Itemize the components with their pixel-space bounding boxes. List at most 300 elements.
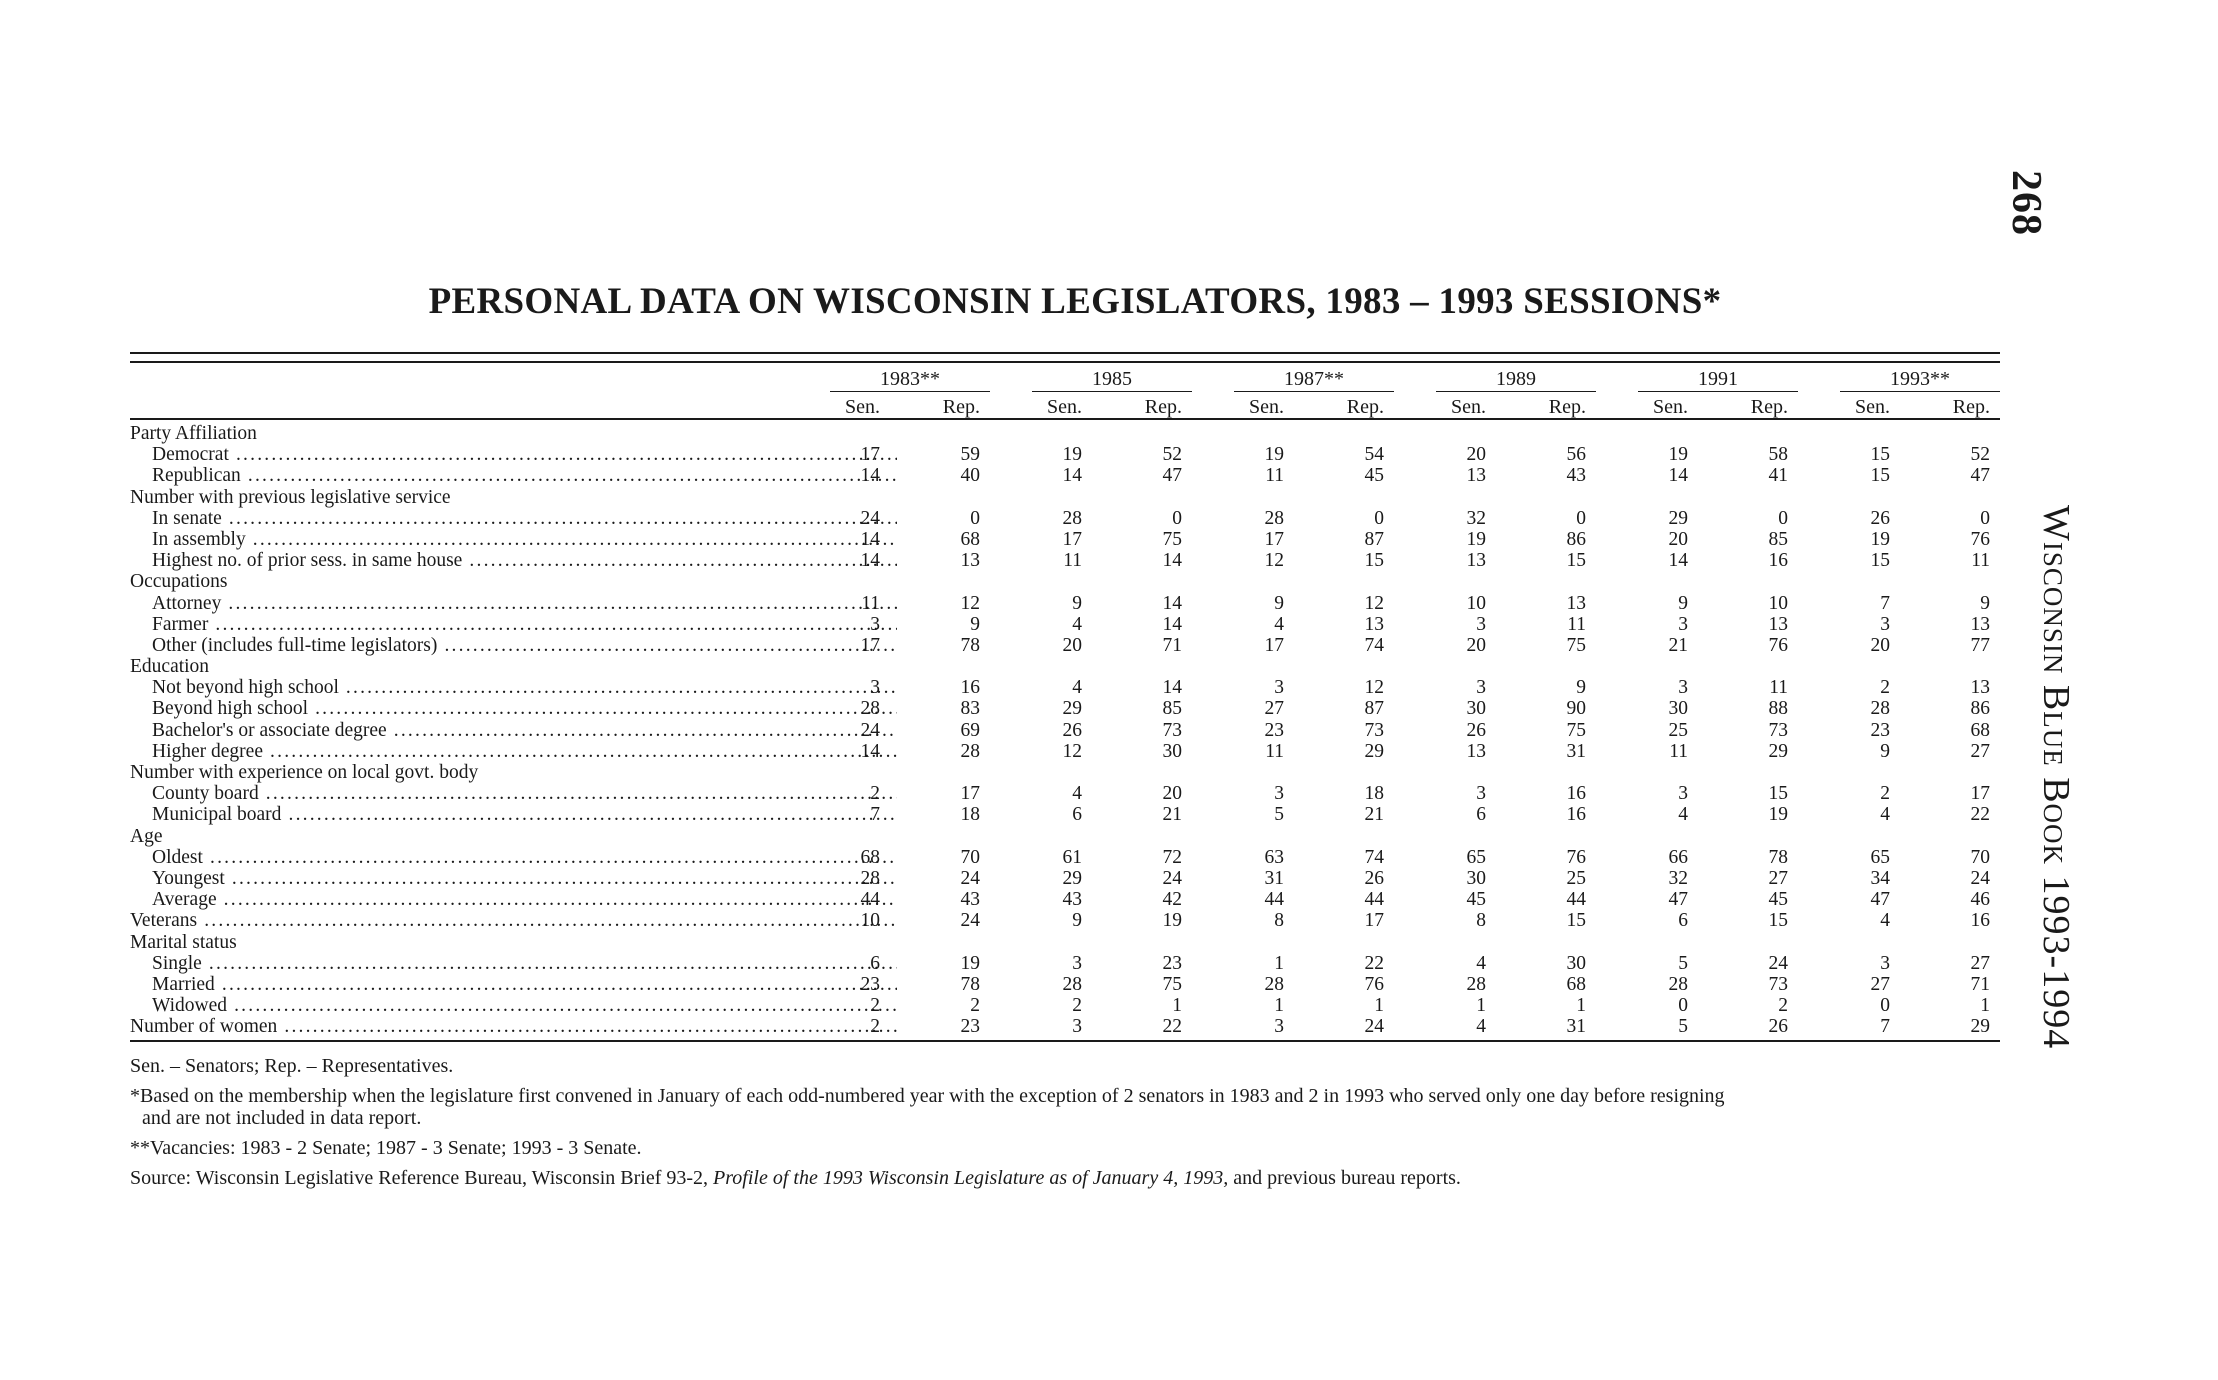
- year-header: 1991: [1638, 367, 1798, 392]
- representatives-value-cell: 74: [1364, 846, 1384, 868]
- senate-value-cell: 4: [1072, 783, 1082, 805]
- representatives-value-cell: 15: [1566, 910, 1586, 932]
- table-row: [130, 974, 2000, 995]
- senate-value-cell: 28: [1668, 973, 1688, 995]
- senate-value-cell: 20: [1668, 528, 1688, 550]
- representatives-value-cell: 18: [960, 804, 980, 826]
- representatives-value-cell: 15: [1768, 783, 1788, 805]
- senate-value-cell: 0: [1678, 995, 1688, 1017]
- senate-value-cell: 23: [1870, 719, 1890, 741]
- representatives-value-cell: 44: [1364, 889, 1384, 911]
- senate-value-cell: 3: [870, 613, 880, 635]
- senate-value-cell: 61: [1062, 846, 1082, 868]
- senate-value-cell: 10: [1466, 592, 1486, 614]
- representatives-value-cell: 47: [1970, 465, 1990, 487]
- senate-value-cell: 27: [1870, 973, 1890, 995]
- senate-value-cell: 9: [1678, 592, 1688, 614]
- senate-value-cell: 20: [1870, 634, 1890, 656]
- representatives-value-cell: 15: [1566, 550, 1586, 572]
- row-label: Party Affiliation: [130, 423, 257, 444]
- representatives-value-cell: 19: [960, 952, 980, 974]
- year-header: 1993**: [1840, 367, 2000, 392]
- representatives-value-cell: 26: [1364, 867, 1384, 889]
- representatives-value-cell: 86: [1566, 528, 1586, 550]
- senate-value-cell: 43: [1062, 889, 1082, 911]
- representatives-value-cell: 1: [1980, 995, 1990, 1017]
- source-suffix: and previous bureau reports.: [1228, 1167, 1461, 1189]
- senate-value-cell: 30: [1466, 698, 1486, 720]
- table-row: [130, 953, 2000, 974]
- representatives-value-cell: 24: [1970, 867, 1990, 889]
- senate-subheader: Sen.: [1249, 396, 1284, 418]
- representatives-value-cell: 86: [1970, 698, 1990, 720]
- representatives-value-cell: 45: [1364, 465, 1384, 487]
- senate-value-cell: 11: [1265, 465, 1284, 487]
- senate-value-cell: 13: [1466, 550, 1486, 572]
- representatives-value-cell: 88: [1768, 698, 1788, 720]
- senate-value-cell: 27: [1264, 698, 1284, 720]
- representatives-value-cell: 16: [1970, 910, 1990, 932]
- representatives-value-cell: 73: [1768, 973, 1788, 995]
- senate-value-cell: 68: [860, 846, 880, 868]
- year-header: 1983**: [830, 367, 990, 392]
- representatives-value-cell: 87: [1364, 698, 1384, 720]
- top-rule: [130, 352, 2000, 354]
- senate-value-cell: 28: [1264, 507, 1284, 529]
- senate-value-cell: 45: [1466, 889, 1486, 911]
- representatives-value-cell: 28: [960, 740, 980, 762]
- senate-subheader: Sen.: [845, 396, 880, 418]
- senate-value-cell: 2: [870, 995, 880, 1017]
- table-row: [130, 804, 2000, 825]
- senate-value-cell: 9: [1880, 740, 1890, 762]
- representatives-value-cell: 40: [960, 465, 980, 487]
- table-row: [130, 910, 2000, 931]
- representatives-value-cell: 12: [1364, 592, 1384, 614]
- representatives-value-cell: 58: [1768, 444, 1788, 466]
- header-rule: [130, 418, 2000, 420]
- representatives-value-cell: 44: [1566, 889, 1586, 911]
- table-row: [130, 889, 2000, 910]
- senate-value-cell: 12: [1062, 740, 1082, 762]
- representatives-value-cell: 73: [1162, 719, 1182, 741]
- senate-value-cell: 15: [1870, 444, 1890, 466]
- senate-value-cell: 20: [1466, 634, 1486, 656]
- table-row: [130, 995, 2000, 1016]
- table-row: [130, 635, 2000, 656]
- senate-value-cell: 19: [1466, 528, 1486, 550]
- senate-subheader: Sen.: [1047, 396, 1082, 418]
- table-row: [130, 783, 2000, 804]
- senate-value-cell: 6: [1678, 910, 1688, 932]
- representatives-value-cell: 14: [1162, 592, 1182, 614]
- representatives-subheader: Rep.: [1952, 396, 1990, 418]
- table-row: [130, 508, 2000, 529]
- senate-subheader: Sen.: [1855, 396, 1890, 418]
- representatives-value-cell: 24: [1162, 867, 1182, 889]
- representatives-value-cell: 78: [960, 973, 980, 995]
- senate-value-cell: 29: [1668, 507, 1688, 529]
- representatives-value-cell: 78: [960, 634, 980, 656]
- senate-value-cell: 4: [1880, 910, 1890, 932]
- senate-value-cell: 5: [1274, 804, 1284, 826]
- table-row: [130, 698, 2000, 719]
- representatives-value-cell: 23: [960, 1016, 980, 1038]
- representatives-value-cell: 22: [1364, 952, 1384, 974]
- representatives-value-cell: 75: [1566, 634, 1586, 656]
- year-header: 1989: [1436, 367, 1596, 392]
- senate-value-cell: 13: [1466, 740, 1486, 762]
- senate-value-cell: 28: [1870, 698, 1890, 720]
- senate-value-cell: 24: [860, 719, 880, 741]
- representatives-value-cell: 42: [1162, 889, 1182, 911]
- representatives-value-cell: 52: [1162, 444, 1182, 466]
- representatives-value-cell: 22: [1162, 1016, 1182, 1038]
- representatives-subheader: Rep.: [942, 396, 980, 418]
- senate-value-cell: 28: [1062, 973, 1082, 995]
- senate-value-cell: 20: [1062, 634, 1082, 656]
- representatives-value-cell: 23: [1162, 952, 1182, 974]
- row-label: Attorney .....: [152, 593, 897, 614]
- representatives-value-cell: 16: [1768, 550, 1788, 572]
- representatives-value-cell: 19: [1768, 804, 1788, 826]
- row-label: Occupations: [130, 571, 228, 593]
- representatives-value-cell: 1: [1374, 995, 1384, 1017]
- senate-value-cell: 66: [1668, 846, 1688, 868]
- representatives-value-cell: 19: [1162, 910, 1182, 932]
- row-label: Number with experience on local govt. body: [130, 762, 479, 783]
- representatives-value-cell: 13: [1364, 613, 1384, 635]
- representatives-value-cell: 27: [1970, 740, 1990, 762]
- representatives-value-cell: 90: [1566, 698, 1586, 720]
- representatives-value-cell: 43: [960, 889, 980, 911]
- senate-value-cell: 2: [870, 1016, 880, 1038]
- table-row: [130, 444, 2000, 465]
- senate-value-cell: 2: [870, 783, 880, 805]
- representatives-value-cell: 13: [1768, 613, 1788, 635]
- representatives-value-cell: 1: [1576, 995, 1586, 1017]
- representatives-value-cell: 41: [1768, 465, 1788, 487]
- senate-value-cell: 8: [1476, 910, 1486, 932]
- senate-value-cell: 19: [1870, 528, 1890, 550]
- senate-value-cell: 7: [870, 804, 880, 826]
- senate-value-cell: 17: [1264, 528, 1284, 550]
- senate-value-cell: 2: [1072, 995, 1082, 1017]
- senate-value-cell: 26: [1466, 719, 1486, 741]
- row-label: Number with previous legislative service: [130, 486, 451, 508]
- senate-value-cell: 19: [1668, 444, 1688, 466]
- senate-value-cell: 15: [1870, 550, 1890, 572]
- year-header: 1985: [1032, 367, 1192, 392]
- senate-value-cell: 14: [860, 528, 880, 550]
- senate-value-cell: 2: [1880, 783, 1890, 805]
- representatives-value-cell: 11: [1567, 613, 1586, 635]
- row-label: In assembly .....: [152, 529, 897, 550]
- representatives-value-cell: 17: [1364, 910, 1384, 932]
- page-number: 268: [2003, 170, 2049, 236]
- representatives-value-cell: 74: [1364, 634, 1384, 656]
- senate-value-cell: 3: [1880, 952, 1890, 974]
- senate-value-cell: 2: [1880, 677, 1890, 699]
- representatives-value-cell: 71: [1970, 973, 1990, 995]
- row-label: Single .....: [152, 953, 897, 974]
- senate-value-cell: 13: [1466, 465, 1486, 487]
- representatives-value-cell: 45: [1768, 889, 1788, 911]
- senate-value-cell: 23: [860, 973, 880, 995]
- senate-value-cell: 9: [1274, 592, 1284, 614]
- senate-value-cell: 34: [1870, 867, 1890, 889]
- senate-value-cell: 11: [1265, 740, 1284, 762]
- representatives-value-cell: 24: [960, 867, 980, 889]
- representatives-value-cell: 9: [970, 613, 980, 635]
- senate-value-cell: 3: [1274, 1016, 1284, 1038]
- representatives-value-cell: 76: [1566, 846, 1586, 868]
- representatives-value-cell: 14: [1162, 613, 1182, 635]
- top-rule-second: [130, 361, 2000, 363]
- representatives-value-cell: 2: [1778, 995, 1788, 1017]
- senate-value-cell: 23: [1264, 719, 1284, 741]
- senate-value-cell: 6: [1072, 804, 1082, 826]
- representatives-subheader: Rep.: [1346, 396, 1384, 418]
- footnote-membership-text: *Based on the membership when the legislature first convened in January of each odd-numbered year with the exception of 2 senators in 1983 and 2 in 1993 who served only one day before resigning: [130, 1085, 1725, 1107]
- representatives-value-cell: 76: [1768, 634, 1788, 656]
- senate-value-cell: 29: [1062, 867, 1082, 889]
- senate-value-cell: 4: [1476, 1016, 1486, 1038]
- row-label: Bachelor's or associate degree .....: [152, 720, 897, 741]
- representatives-value-cell: 11: [1769, 677, 1788, 699]
- senate-value-cell: 17: [860, 444, 880, 466]
- representatives-value-cell: 18: [1364, 783, 1384, 805]
- row-label: Beyond high school .....: [152, 698, 897, 719]
- senate-value-cell: 9: [1072, 592, 1082, 614]
- representatives-value-cell: 78: [1768, 846, 1788, 868]
- representatives-value-cell: 21: [1364, 804, 1384, 826]
- running-head: Wisconsin Blue Book 1993-1994: [2035, 505, 2077, 1050]
- representatives-subheader: Rep.: [1548, 396, 1586, 418]
- representatives-value-cell: 13: [1566, 592, 1586, 614]
- senate-value-cell: 26: [1870, 507, 1890, 529]
- representatives-value-cell: 31: [1566, 740, 1586, 762]
- representatives-value-cell: 24: [1768, 952, 1788, 974]
- senate-value-cell: 17: [1062, 528, 1082, 550]
- senate-value-cell: 4: [1274, 613, 1284, 635]
- senate-value-cell: 5: [1678, 1016, 1688, 1038]
- row-label: Democrat .....: [152, 444, 897, 465]
- source-title: Profile of the 1993 Wisconsin Legislature as of January 4, 1993,: [713, 1167, 1229, 1189]
- representatives-value-cell: 14: [1162, 677, 1182, 699]
- footnote-membership: [130, 1085, 2000, 1129]
- representatives-value-cell: 76: [1364, 973, 1384, 995]
- source-prefix: Source: Wisconsin Legislative Reference Bureau, Wisconsin Brief 93-2,: [130, 1167, 714, 1189]
- representatives-value-cell: 9: [1576, 677, 1586, 699]
- senate-value-cell: 4: [1072, 677, 1082, 699]
- row-label: Age: [130, 825, 163, 847]
- table-section-heading: [130, 571, 2000, 592]
- row-label: Veterans .....: [130, 910, 897, 931]
- senate-value-cell: 11: [1063, 550, 1082, 572]
- senate-value-cell: 14: [860, 740, 880, 762]
- senate-value-cell: 3: [1072, 1016, 1082, 1038]
- representatives-value-cell: 68: [1566, 973, 1586, 995]
- senate-value-cell: 28: [860, 867, 880, 889]
- senate-value-cell: 28: [860, 698, 880, 720]
- representatives-value-cell: 0: [1374, 507, 1384, 529]
- footnote-vacancies: **Vacancies: 1983 - 2 Senate; 1987 - 3 Senate; 1993 - 3 Senate.: [130, 1137, 642, 1159]
- senate-value-cell: 28: [1062, 507, 1082, 529]
- row-label: Education: [130, 656, 210, 678]
- table-row: [130, 847, 2000, 868]
- senate-value-cell: 12: [1264, 550, 1284, 572]
- row-label: Other (includes full-time legislators) .....: [152, 635, 897, 656]
- row-label: Municipal board .....: [152, 804, 897, 825]
- senate-value-cell: 32: [1466, 507, 1486, 529]
- representatives-value-cell: 85: [1162, 698, 1182, 720]
- senate-value-cell: 0: [1880, 995, 1890, 1017]
- representatives-value-cell: 52: [1970, 444, 1990, 466]
- senate-value-cell: 15: [1870, 465, 1890, 487]
- representatives-value-cell: 16: [1566, 804, 1586, 826]
- representatives-value-cell: 0: [970, 507, 980, 529]
- representatives-value-cell: 83: [960, 698, 980, 720]
- representatives-value-cell: 13: [960, 550, 980, 572]
- senate-value-cell: 19: [1062, 444, 1082, 466]
- row-label: Oldest .....: [152, 847, 897, 868]
- row-label: Republican .....: [152, 465, 897, 486]
- senate-value-cell: 3: [1678, 783, 1688, 805]
- senate-value-cell: 14: [1668, 465, 1688, 487]
- table-row: [130, 593, 2000, 614]
- representatives-value-cell: 2: [970, 995, 980, 1017]
- representatives-value-cell: 21: [1162, 804, 1182, 826]
- representatives-value-cell: 31: [1566, 1016, 1586, 1038]
- representatives-value-cell: 87: [1364, 528, 1384, 550]
- senate-value-cell: 1: [1274, 952, 1284, 974]
- representatives-value-cell: 12: [960, 592, 980, 614]
- row-label: Farmer .....: [152, 614, 897, 635]
- year-header: 1987**: [1234, 367, 1394, 392]
- table-section-heading: [130, 423, 2000, 444]
- table-section-heading: [130, 826, 2000, 847]
- representatives-value-cell: 29: [1768, 740, 1788, 762]
- representatives-subheader: Rep.: [1144, 396, 1182, 418]
- representatives-value-cell: 0: [1576, 507, 1586, 529]
- table-row: [130, 868, 2000, 889]
- row-label: Widowed .....: [152, 995, 897, 1016]
- representatives-value-cell: 29: [1970, 1016, 1990, 1038]
- table-section-heading: [130, 762, 2000, 783]
- senate-subheader: Sen.: [1653, 396, 1688, 418]
- bottom-rule: [130, 1040, 2000, 1042]
- data-table: [130, 423, 2000, 1037]
- representatives-value-cell: 9: [1980, 592, 1990, 614]
- representatives-value-cell: 25: [1566, 867, 1586, 889]
- table-row: [130, 550, 2000, 571]
- senate-value-cell: 3: [1678, 677, 1688, 699]
- senate-value-cell: 4: [1476, 952, 1486, 974]
- senate-value-cell: 4: [1678, 804, 1688, 826]
- row-label: County board .....: [152, 783, 897, 804]
- representatives-value-cell: 0: [1778, 507, 1788, 529]
- representatives-value-cell: 12: [1364, 677, 1384, 699]
- row-label: Highest no. of prior sess. in same house .....: [152, 550, 897, 571]
- representatives-value-cell: 11: [1971, 550, 1990, 572]
- representatives-value-cell: 13: [1970, 677, 1990, 699]
- senate-value-cell: 29: [1062, 698, 1082, 720]
- senate-value-cell: 30: [1668, 698, 1688, 720]
- senate-value-cell: 8: [1274, 910, 1284, 932]
- senate-value-cell: 1: [1476, 995, 1486, 1017]
- senate-value-cell: 11: [1669, 740, 1688, 762]
- senate-value-cell: 25: [1668, 719, 1688, 741]
- senate-value-cell: 14: [1062, 465, 1082, 487]
- senate-value-cell: 3: [1476, 613, 1486, 635]
- senate-value-cell: 3: [1274, 783, 1284, 805]
- senate-value-cell: 14: [1668, 550, 1688, 572]
- representatives-value-cell: 0: [1172, 507, 1182, 529]
- row-label: Average .....: [152, 889, 897, 910]
- abbreviation-note: Sen. – Senators; Rep. – Representatives.: [130, 1055, 454, 1077]
- senate-value-cell: 7: [1880, 1016, 1890, 1038]
- senate-value-cell: 44: [860, 889, 880, 911]
- representatives-value-cell: 30: [1566, 952, 1586, 974]
- representatives-value-cell: 27: [1768, 867, 1788, 889]
- table-row: [130, 614, 2000, 635]
- senate-value-cell: 11: [861, 592, 880, 614]
- senate-value-cell: 3: [1476, 677, 1486, 699]
- senate-value-cell: 28: [1466, 973, 1486, 995]
- senate-value-cell: 6: [870, 952, 880, 974]
- table-row: [130, 465, 2000, 486]
- representatives-value-cell: 46: [1970, 889, 1990, 911]
- representatives-value-cell: 56: [1566, 444, 1586, 466]
- table-title: PERSONAL DATA ON WISCONSIN LEGISLATORS, 1983 – 1993 SESSIONS*: [428, 281, 1722, 322]
- representatives-value-cell: 76: [1970, 528, 1990, 550]
- senate-value-cell: 7: [1880, 592, 1890, 614]
- row-label: Number of women .....: [130, 1016, 897, 1037]
- representatives-value-cell: 43: [1566, 465, 1586, 487]
- representatives-value-cell: 10: [1768, 592, 1788, 614]
- table-section-heading: [130, 487, 2000, 508]
- senate-value-cell: 3: [1678, 613, 1688, 635]
- senate-value-cell: 65: [1466, 846, 1486, 868]
- representatives-value-cell: 1: [1172, 995, 1182, 1017]
- representatives-value-cell: 13: [1970, 613, 1990, 635]
- senate-value-cell: 63: [1264, 846, 1284, 868]
- representatives-value-cell: 77: [1970, 634, 1990, 656]
- representatives-value-cell: 70: [960, 846, 980, 868]
- representatives-value-cell: 20: [1162, 783, 1182, 805]
- row-label: Higher degree .....: [152, 741, 897, 762]
- senate-value-cell: 32: [1668, 867, 1688, 889]
- senate-value-cell: 14: [860, 465, 880, 487]
- representatives-value-cell: 17: [1970, 783, 1990, 805]
- representatives-value-cell: 16: [960, 677, 980, 699]
- representatives-value-cell: 26: [1768, 1016, 1788, 1038]
- senate-value-cell: 10: [860, 910, 880, 932]
- row-label: Youngest .....: [152, 868, 897, 889]
- representatives-value-cell: 68: [960, 528, 980, 550]
- representatives-value-cell: 24: [960, 910, 980, 932]
- senate-value-cell: 3: [1072, 952, 1082, 974]
- senate-value-cell: 3: [1274, 677, 1284, 699]
- senate-value-cell: 14: [860, 550, 880, 572]
- representatives-value-cell: 16: [1566, 783, 1586, 805]
- source-note: [130, 1167, 2000, 1189]
- representatives-value-cell: 30: [1162, 740, 1182, 762]
- row-label: In senate .....: [152, 508, 897, 529]
- representatives-subheader: Rep.: [1750, 396, 1788, 418]
- representatives-value-cell: 24: [1364, 1016, 1384, 1038]
